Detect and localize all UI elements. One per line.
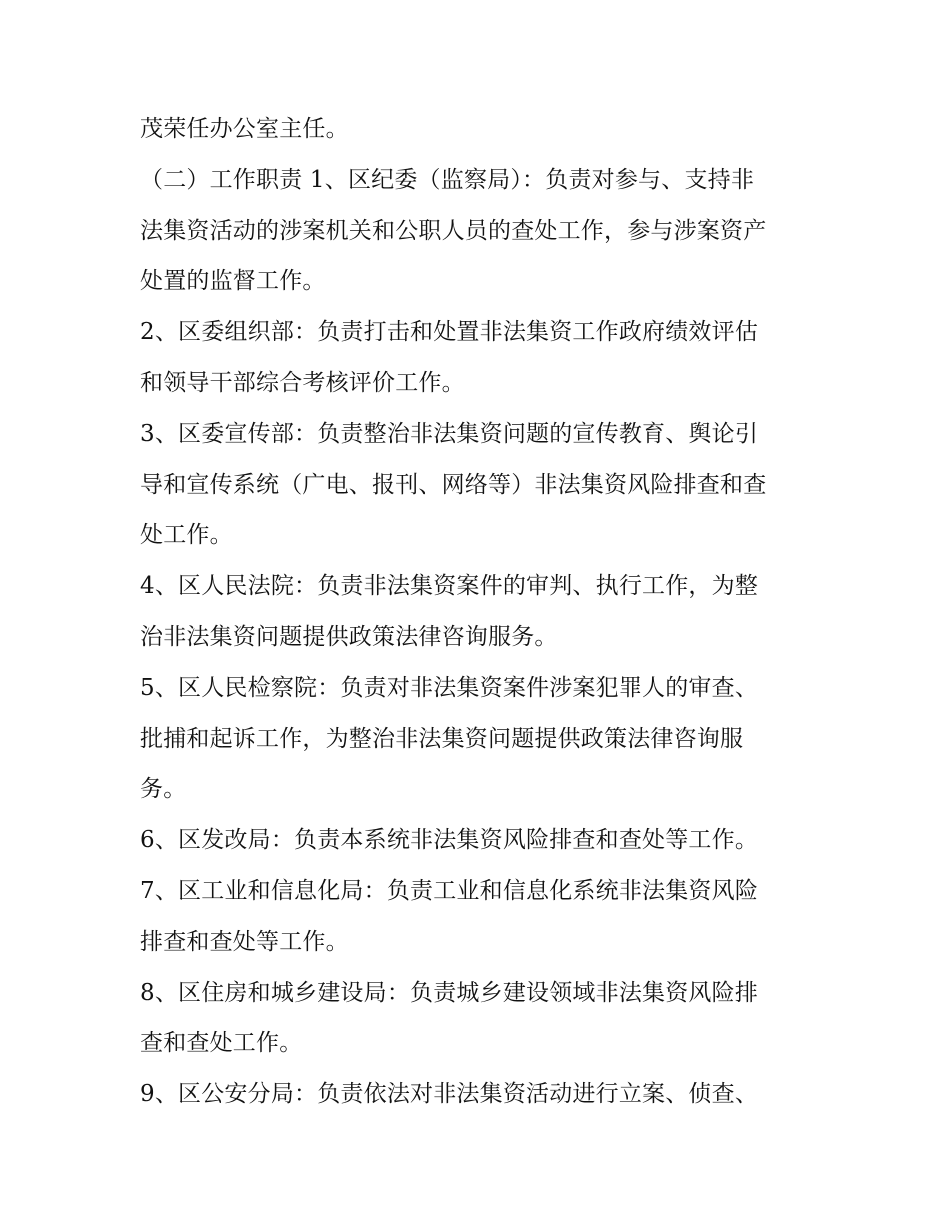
text-line: 和领导干部综合考核评价工作。 [140,369,465,396]
text-line: 治非法集资问题提供政策法律咨询服务。 [140,623,558,650]
text-line: 法集资活动的涉案机关和公职人员的查处工作，参与涉案资产 [140,217,767,244]
text-line: 排查和查处等工作。 [140,928,349,955]
text-line: 2、区委组织部：负责打击和处置非法集资工作政府绩效评估 [140,319,759,346]
text-line: 9、区公安分局：负责依法对非法集资活动进行立案、侦查、 [140,1081,759,1108]
text-line: 7、区工业和信息化局：负责工业和信息化系统非法集资风险 [140,877,759,904]
text-line: 5、区人民检察院：负责对非法集资案件涉案犯罪人的审查、 [140,674,759,701]
text-line: 3、区委宣传部：负责整治非法集资问题的宣传教育、舆论引 [140,420,759,447]
document-body [140,104,820,1120]
text-line: 导和宣传系统（广电、报刊、网络等）非法集资风险排查和查 [140,471,767,498]
text-line: 查和查处工作。 [140,1030,303,1057]
text-line: 批捕和起诉工作，为整治非法集资问题提供政策法律咨询服 [140,725,744,752]
text-line: 4、区人民法院：负责非法集资案件的审判、执行工作，为整 [140,573,759,600]
text-line: 茂荣任办公室主任。 [140,116,349,142]
text-line: 6、区发改局：负责本系统非法集资风险排查和查处等工作。 [140,827,759,854]
text-line: （二）工作职责 1、区纪委（监察局）：负责对参与、支持非 [140,166,755,193]
text-line: 处工作。 [140,522,233,549]
text-line: 务。 [140,776,187,803]
text-line: 处置的监督工作。 [140,268,326,295]
text-line: 8、区住房和城乡建设局：负责城乡建设领域非法集资风险排 [140,979,759,1006]
